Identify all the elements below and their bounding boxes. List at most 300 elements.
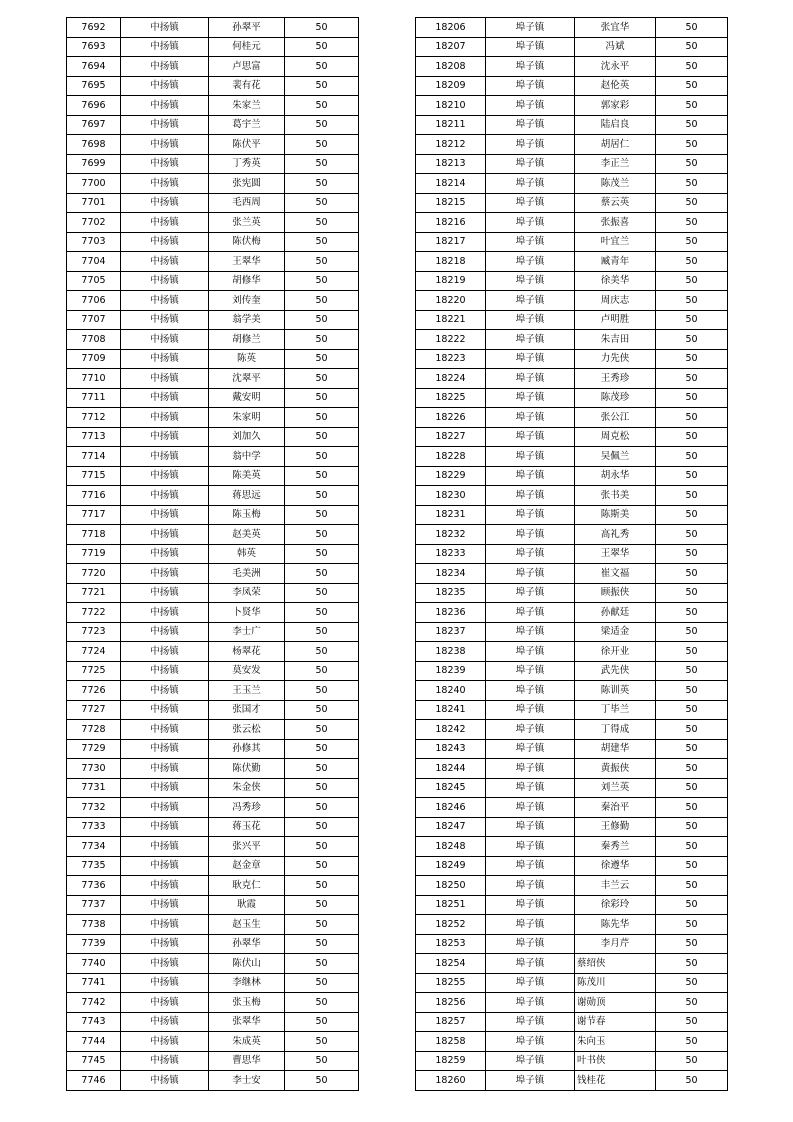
id-cell: 18260: [416, 1071, 486, 1091]
town-cell: 中扬镇: [121, 700, 209, 720]
table-row: [416, 252, 728, 272]
name-cell: 刘加久: [209, 427, 285, 447]
name-cell: 胡建华: [575, 739, 656, 759]
table-row: [67, 271, 359, 291]
town-cell: 埠子镇: [486, 681, 575, 701]
table-row: [67, 330, 359, 350]
amount-cell: 50: [656, 154, 728, 174]
table-row: [416, 388, 728, 408]
name-cell: 蒋思远: [209, 486, 285, 506]
roster-table-left: [66, 17, 359, 1091]
id-cell: 18251: [416, 895, 486, 915]
amount-cell: 50: [285, 681, 359, 701]
table-row: [67, 700, 359, 720]
table-row: [67, 681, 359, 701]
table-row: [67, 252, 359, 272]
table-row: [416, 271, 728, 291]
town-cell: 埠子镇: [486, 759, 575, 779]
town-cell: 中扬镇: [121, 973, 209, 993]
name-cell: 曹思华: [209, 1051, 285, 1071]
table-row: [67, 954, 359, 974]
id-cell: 18234: [416, 564, 486, 584]
amount-cell: 50: [656, 915, 728, 935]
name-cell: 周克松: [575, 427, 656, 447]
name-cell: 朱吉田: [575, 330, 656, 350]
table-row: [67, 622, 359, 642]
name-cell: 张宜华: [575, 18, 656, 38]
id-cell: 18248: [416, 837, 486, 857]
town-cell: 埠子镇: [486, 661, 575, 681]
table-row: [416, 1012, 728, 1032]
table-row: [67, 544, 359, 564]
id-cell: 18238: [416, 642, 486, 662]
name-cell: 丰兰云: [575, 876, 656, 896]
town-cell: 埠子镇: [486, 895, 575, 915]
id-cell: 7730: [67, 759, 121, 779]
name-cell: 刘兰英: [575, 778, 656, 798]
table-row: [67, 739, 359, 759]
town-cell: 埠子镇: [486, 252, 575, 272]
table-row: [67, 37, 359, 57]
id-cell: 7728: [67, 720, 121, 740]
name-cell: 武先侠: [575, 661, 656, 681]
id-cell: 18219: [416, 271, 486, 291]
town-cell: 埠子镇: [486, 505, 575, 525]
town-cell: 中扬镇: [121, 388, 209, 408]
town-cell: 埠子镇: [486, 310, 575, 330]
amount-cell: 50: [285, 973, 359, 993]
id-cell: 18227: [416, 427, 486, 447]
amount-cell: 50: [656, 193, 728, 213]
name-cell: 裴有花: [209, 76, 285, 96]
id-cell: 7693: [67, 37, 121, 57]
table-row: [67, 193, 359, 213]
table-row: [67, 76, 359, 96]
town-cell: 埠子镇: [486, 213, 575, 233]
amount-cell: 50: [656, 174, 728, 194]
id-cell: 7699: [67, 154, 121, 174]
name-cell: 耿克仁: [209, 876, 285, 896]
name-cell: 卢思富: [209, 57, 285, 77]
amount-cell: 50: [285, 759, 359, 779]
table-row: [67, 915, 359, 935]
name-cell: 毛美洲: [209, 564, 285, 584]
table-row: [67, 1051, 359, 1071]
name-cell: 张玉梅: [209, 993, 285, 1013]
name-cell: 朱家明: [209, 408, 285, 428]
town-cell: 中扬镇: [121, 798, 209, 818]
id-cell: 7745: [67, 1051, 121, 1071]
name-cell: 赵伦英: [575, 76, 656, 96]
amount-cell: 50: [656, 993, 728, 1013]
id-cell: 18250: [416, 876, 486, 896]
id-cell: 7720: [67, 564, 121, 584]
name-cell: 陈茂兰: [575, 174, 656, 194]
name-cell: 梁适金: [575, 622, 656, 642]
town-cell: 中扬镇: [121, 934, 209, 954]
town-cell: 埠子镇: [486, 154, 575, 174]
id-cell: 18231: [416, 505, 486, 525]
id-cell: 7696: [67, 96, 121, 116]
town-cell: 中扬镇: [121, 466, 209, 486]
table-row: [416, 174, 728, 194]
name-cell: 朱家兰: [209, 96, 285, 116]
table-row: [67, 349, 359, 369]
town-cell: 埠子镇: [486, 720, 575, 740]
amount-cell: 50: [656, 564, 728, 584]
table-row: [67, 603, 359, 623]
amount-cell: 50: [656, 37, 728, 57]
town-cell: 埠子镇: [486, 1012, 575, 1032]
name-cell: 沈翠平: [209, 369, 285, 389]
id-cell: 18254: [416, 954, 486, 974]
amount-cell: 50: [656, 544, 728, 564]
town-cell: 埠子镇: [486, 778, 575, 798]
amount-cell: 50: [285, 856, 359, 876]
table-row: [67, 1012, 359, 1032]
town-cell: 埠子镇: [486, 817, 575, 837]
town-cell: 埠子镇: [486, 700, 575, 720]
amount-cell: 50: [285, 408, 359, 428]
amount-cell: 50: [285, 349, 359, 369]
id-cell: 18209: [416, 76, 486, 96]
id-cell: 18222: [416, 330, 486, 350]
town-cell: 埠子镇: [486, 1071, 575, 1091]
table-row: [416, 622, 728, 642]
amount-cell: 50: [656, 642, 728, 662]
name-cell: 李凤荣: [209, 583, 285, 603]
id-cell: 7713: [67, 427, 121, 447]
town-cell: 中扬镇: [121, 954, 209, 974]
amount-cell: 50: [285, 583, 359, 603]
town-cell: 埠子镇: [486, 603, 575, 623]
amount-cell: 50: [285, 466, 359, 486]
name-cell: 王翠华: [209, 252, 285, 272]
table-row: [67, 18, 359, 38]
name-cell: 沈永平: [575, 57, 656, 77]
name-cell: 李正兰: [575, 154, 656, 174]
amount-cell: 50: [656, 57, 728, 77]
name-cell: 黄振侠: [575, 759, 656, 779]
town-cell: 埠子镇: [486, 622, 575, 642]
amount-cell: 50: [656, 232, 728, 252]
id-cell: 18247: [416, 817, 486, 837]
id-cell: 18236: [416, 603, 486, 623]
table-row: [416, 115, 728, 135]
id-cell: 18257: [416, 1012, 486, 1032]
id-cell: 18232: [416, 525, 486, 545]
town-cell: 埠子镇: [486, 642, 575, 662]
town-cell: 埠子镇: [486, 427, 575, 447]
id-cell: 7703: [67, 232, 121, 252]
table-row: [416, 427, 728, 447]
table-row: [67, 837, 359, 857]
town-cell: 埠子镇: [486, 915, 575, 935]
town-cell: 中扬镇: [121, 310, 209, 330]
town-cell: 埠子镇: [486, 1051, 575, 1071]
id-cell: 7737: [67, 895, 121, 915]
amount-cell: 50: [656, 661, 728, 681]
town-cell: 埠子镇: [486, 388, 575, 408]
name-cell: 徐彩玲: [575, 895, 656, 915]
table-row: [416, 759, 728, 779]
town-cell: 中扬镇: [121, 427, 209, 447]
amount-cell: 50: [285, 447, 359, 467]
amount-cell: 50: [285, 954, 359, 974]
name-cell: 陈伏勤: [209, 759, 285, 779]
amount-cell: 50: [285, 427, 359, 447]
name-cell: 韩英: [209, 544, 285, 564]
id-cell: 7744: [67, 1032, 121, 1052]
amount-cell: 50: [285, 720, 359, 740]
town-cell: 中扬镇: [121, 1051, 209, 1071]
town-cell: 中扬镇: [121, 408, 209, 428]
town-cell: 埠子镇: [486, 544, 575, 564]
id-cell: 7695: [67, 76, 121, 96]
id-cell: 7741: [67, 973, 121, 993]
amount-cell: 50: [285, 622, 359, 642]
town-cell: 中扬镇: [121, 213, 209, 233]
town-cell: 中扬镇: [121, 564, 209, 584]
name-cell: 卢明胜: [575, 310, 656, 330]
name-cell: 陈美英: [209, 466, 285, 486]
amount-cell: 50: [656, 1071, 728, 1091]
id-cell: 7735: [67, 856, 121, 876]
table-row: [67, 427, 359, 447]
table-row: [67, 213, 359, 233]
id-cell: 7707: [67, 310, 121, 330]
town-cell: 埠子镇: [486, 564, 575, 584]
table-row: [416, 135, 728, 155]
id-cell: 18244: [416, 759, 486, 779]
id-cell: 7725: [67, 661, 121, 681]
id-cell: 18206: [416, 18, 486, 38]
table-row: [67, 408, 359, 428]
amount-cell: 50: [285, 154, 359, 174]
name-cell: 张书美: [575, 486, 656, 506]
id-cell: 7724: [67, 642, 121, 662]
table-row: [67, 525, 359, 545]
name-cell: 高礼秀: [575, 525, 656, 545]
amount-cell: 50: [285, 915, 359, 935]
table-row: [416, 856, 728, 876]
id-cell: 7738: [67, 915, 121, 935]
id-cell: 18246: [416, 798, 486, 818]
name-cell: 丁得成: [575, 720, 656, 740]
amount-cell: 50: [656, 369, 728, 389]
name-cell: 徐开业: [575, 642, 656, 662]
amount-cell: 50: [285, 57, 359, 77]
amount-cell: 50: [285, 739, 359, 759]
table-row: [67, 96, 359, 116]
roster-table-right: [415, 17, 728, 1091]
amount-cell: 50: [656, 291, 728, 311]
name-cell: 钱桂花: [575, 1071, 656, 1091]
table-row: [416, 154, 728, 174]
table-row: [416, 837, 728, 857]
town-cell: 中扬镇: [121, 720, 209, 740]
id-cell: 7732: [67, 798, 121, 818]
table-row: [67, 310, 359, 330]
amount-cell: 50: [285, 817, 359, 837]
id-cell: 18226: [416, 408, 486, 428]
town-cell: 中扬镇: [121, 115, 209, 135]
town-cell: 中扬镇: [121, 1012, 209, 1032]
name-cell: 朱成英: [209, 1032, 285, 1052]
town-cell: 埠子镇: [486, 739, 575, 759]
id-cell: 18221: [416, 310, 486, 330]
name-cell: 陈斯美: [575, 505, 656, 525]
id-cell: 7736: [67, 876, 121, 896]
amount-cell: 50: [656, 505, 728, 525]
name-cell: 陈伏山: [209, 954, 285, 974]
id-cell: 7709: [67, 349, 121, 369]
name-cell: 秦秀兰: [575, 837, 656, 857]
id-cell: 7702: [67, 213, 121, 233]
table-row: [67, 876, 359, 896]
name-cell: 张公江: [575, 408, 656, 428]
id-cell: 7719: [67, 544, 121, 564]
id-cell: 18240: [416, 681, 486, 701]
table-row: [67, 583, 359, 603]
name-cell: 张宪圆: [209, 174, 285, 194]
amount-cell: 50: [656, 252, 728, 272]
town-cell: 中扬镇: [121, 37, 209, 57]
town-cell: 埠子镇: [486, 369, 575, 389]
table-row: [416, 96, 728, 116]
name-cell: 李士安: [209, 1071, 285, 1091]
name-cell: 王修勤: [575, 817, 656, 837]
town-cell: 中扬镇: [121, 57, 209, 77]
amount-cell: 50: [656, 817, 728, 837]
id-cell: 18241: [416, 700, 486, 720]
amount-cell: 50: [656, 135, 728, 155]
table-row: [67, 895, 359, 915]
amount-cell: 50: [285, 486, 359, 506]
table-row: [416, 798, 728, 818]
id-cell: 18216: [416, 213, 486, 233]
amount-cell: 50: [285, 895, 359, 915]
town-cell: 中扬镇: [121, 583, 209, 603]
town-cell: 埠子镇: [486, 856, 575, 876]
amount-cell: 50: [285, 18, 359, 38]
town-cell: 埠子镇: [486, 447, 575, 467]
table-row: [416, 369, 728, 389]
amount-cell: 50: [285, 193, 359, 213]
table-row: [416, 661, 728, 681]
name-cell: 冯斌: [575, 37, 656, 57]
town-cell: 中扬镇: [121, 622, 209, 642]
town-cell: 埠子镇: [486, 135, 575, 155]
town-cell: 中扬镇: [121, 447, 209, 467]
name-cell: 张振喜: [575, 213, 656, 233]
table-row: [416, 993, 728, 1013]
name-cell: 张云松: [209, 720, 285, 740]
town-cell: 埠子镇: [486, 973, 575, 993]
id-cell: 18229: [416, 466, 486, 486]
amount-cell: 50: [285, 876, 359, 896]
table-row: [416, 876, 728, 896]
id-cell: 18242: [416, 720, 486, 740]
name-cell: 陈茂珍: [575, 388, 656, 408]
amount-cell: 50: [285, 135, 359, 155]
id-cell: 18249: [416, 856, 486, 876]
id-cell: 7712: [67, 408, 121, 428]
amount-cell: 50: [656, 525, 728, 545]
name-cell: 陈伏梅: [209, 232, 285, 252]
amount-cell: 50: [285, 1051, 359, 1071]
id-cell: 7694: [67, 57, 121, 77]
amount-cell: 50: [656, 583, 728, 603]
id-cell: 7746: [67, 1071, 121, 1091]
id-cell: 7715: [67, 466, 121, 486]
table-row: [416, 291, 728, 311]
town-cell: 中扬镇: [121, 135, 209, 155]
table-row: [416, 1032, 728, 1052]
name-cell: 周庆志: [575, 291, 656, 311]
amount-cell: 50: [656, 876, 728, 896]
town-cell: 中扬镇: [121, 739, 209, 759]
table-row: [67, 973, 359, 993]
id-cell: 18230: [416, 486, 486, 506]
amount-cell: 50: [285, 388, 359, 408]
name-cell: 孙翠华: [209, 934, 285, 954]
town-cell: 中扬镇: [121, 96, 209, 116]
table-row: [416, 466, 728, 486]
town-cell: 中扬镇: [121, 76, 209, 96]
id-cell: 7697: [67, 115, 121, 135]
town-cell: 埠子镇: [486, 37, 575, 57]
amount-cell: 50: [656, 330, 728, 350]
table-row: [416, 193, 728, 213]
id-cell: 7740: [67, 954, 121, 974]
name-cell: 吴佩兰: [575, 447, 656, 467]
name-cell: 陈英: [209, 349, 285, 369]
name-cell: 赵玉生: [209, 915, 285, 935]
name-cell: 陈训英: [575, 681, 656, 701]
id-cell: 18225: [416, 388, 486, 408]
id-cell: 7708: [67, 330, 121, 350]
amount-cell: 50: [285, 252, 359, 272]
name-cell: 蒋玉花: [209, 817, 285, 837]
table-row: [67, 934, 359, 954]
amount-cell: 50: [656, 408, 728, 428]
id-cell: 7743: [67, 1012, 121, 1032]
id-cell: 7726: [67, 681, 121, 701]
id-cell: 18259: [416, 1051, 486, 1071]
name-cell: 叶宜兰: [575, 232, 656, 252]
table-row: [67, 388, 359, 408]
id-cell: 18212: [416, 135, 486, 155]
table-row: [416, 57, 728, 77]
name-cell: 戴安明: [209, 388, 285, 408]
id-cell: 7731: [67, 778, 121, 798]
name-cell: 丁秀英: [209, 154, 285, 174]
id-cell: 7698: [67, 135, 121, 155]
table-row: [67, 135, 359, 155]
name-cell: 陈伏平: [209, 135, 285, 155]
town-cell: 中扬镇: [121, 895, 209, 915]
id-cell: 7718: [67, 525, 121, 545]
name-cell: 杨翠花: [209, 642, 285, 662]
name-cell: 张兰英: [209, 213, 285, 233]
table-row: [416, 408, 728, 428]
name-cell: 李继林: [209, 973, 285, 993]
table-row: [416, 232, 728, 252]
town-cell: 中扬镇: [121, 544, 209, 564]
name-cell: 李士广: [209, 622, 285, 642]
amount-cell: 50: [285, 564, 359, 584]
